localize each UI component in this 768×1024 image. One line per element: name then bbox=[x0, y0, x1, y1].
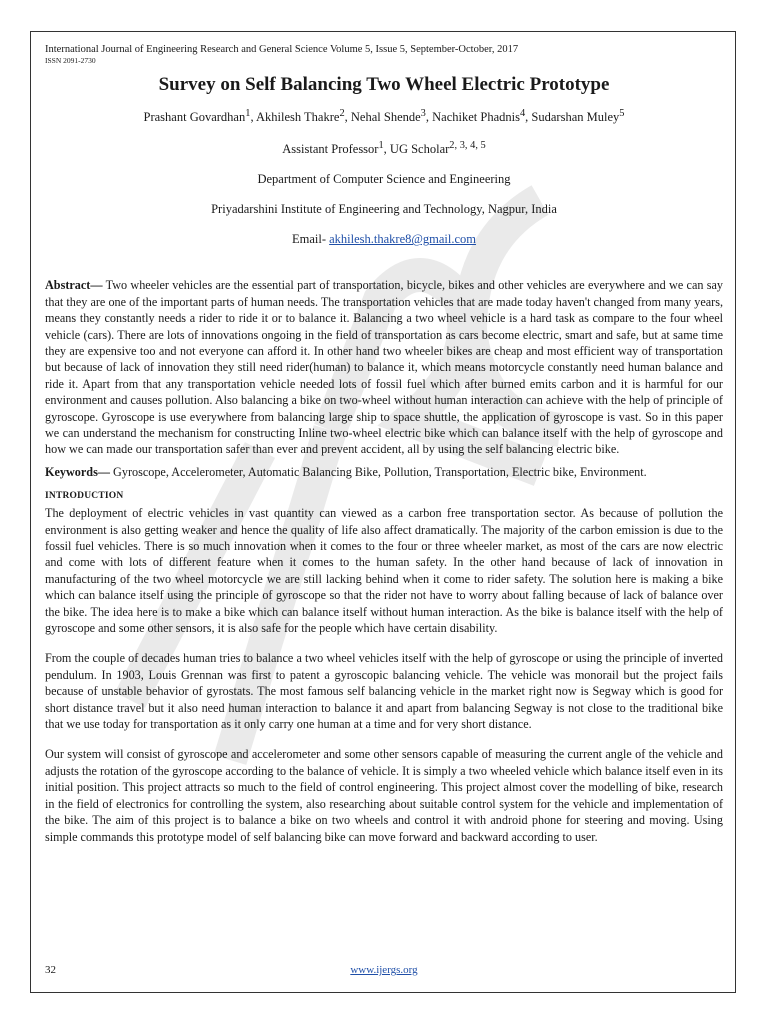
introduction-heading: INTRODUCTION bbox=[45, 491, 124, 502]
author-sup: 5 bbox=[619, 108, 625, 119]
abstract-text: Two wheeler vehicles are the essential part of transportation, bicycle, bikes and other vehicles are everywhere and we can say that they are one of the important parts of human needs. The transportation vehicles that are made today haven't changed from many years, means they constantly needs a rider to ride it or to balance it. Balancing a two wheel vehicle is a hard task as compare to the four wheel vehicle (cars). There are lots of innovations ongoing in the field of transportation as cars become electric, smart and safe, but at same time they are expensive too and not everyone can afford it. In other hand two wheeler bikes are cheap and most efficient way of transportation but because of lack of innovation they still need rider(human) to balance it, which means motorcycle constantly need human balance and ride it. Apart from that any transportation vehicle needed lots of fossil fuel which after burned emits carbon and it is harmful for our environment and causes pollution. Also balancing a bike on two-wheel without human interaction can achieve with the help of principle of gyroscope. Gyroscope is use everywhere from balancing large ship to space shuttle, the application of gyroscope is vast. So in this paper we can understand the mechanism for constructing Inline two-wheel electric bike which can balance itself with the help of gyroscope and how we can made our transportation safer than ever and prevent accident, all by using the self balancing electric bike. bbox=[45, 278, 723, 457]
email-line bbox=[45, 231, 723, 247]
journal-header: International Journal of Engineering Research and General Science Volume 5, Issue 5, September-October, 2017 bbox=[45, 44, 519, 55]
page-content bbox=[45, 44, 723, 845]
affiliation-roles: Assistant Professor$^1$, UG Scholar$^{2, 3, 4, 5}$ bbox=[282, 140, 486, 157]
abstract-label: Abstract— bbox=[45, 278, 103, 293]
journal-website-link[interactable]: www.ijergs.org bbox=[350, 964, 418, 976]
author-sup: 3 bbox=[420, 108, 426, 119]
role-assistant-professor: Assistant Professor bbox=[282, 142, 379, 157]
role-sup: 2, 3, 4, 5 bbox=[449, 140, 486, 152]
author-name: Prashant Govardhan bbox=[143, 110, 246, 125]
abstract bbox=[45, 277, 723, 457]
institute: Priyadarshini Institute of Engineering and Technology, Nagpur, India bbox=[211, 202, 557, 217]
issn: ISSN 2091-2730 bbox=[45, 56, 96, 65]
email-label: Email- bbox=[291, 232, 330, 247]
page-number: 32 bbox=[45, 964, 56, 976]
author-list: Prashant Govardhan$^1$, Akhilesh Thakre$^2$, Nehal Shende$^3$, Nachiket Phadnis$^4$, Sudarshan Muley$^5$ bbox=[143, 108, 625, 125]
role-sup: 1 bbox=[378, 140, 384, 152]
author-name: Sudarshan Muley bbox=[531, 110, 620, 125]
keywords-label: Keywords— bbox=[45, 464, 110, 479]
footer-url bbox=[0, 964, 768, 976]
author-name: Akhilesh Thakre bbox=[256, 110, 340, 125]
author-sup: 1 bbox=[245, 108, 251, 119]
intro-paragraph-2: From the couple of decades human tries to balance a two wheel vehicles itself with the help of gyroscope or using the principle of inverted pendulum. In 1903, Louis Grennan was first to patent a gyroscopic balancing vehicle. The vehicle was monorail but the project fails because of unstable behavior of gyrostats. The most famous self balancing vehicle in the market right now is Segway which is good for short distance travel but it also need human interaction to balance it and apart from balancing Segway is not close to the traditional bike that we use today for transportation as it only carry one human at a time and for very short distance. bbox=[45, 651, 723, 732]
intro-paragraph-3: Our system will consist of gyroscope and accelerometer and some other sensors capable of measuring the current angle of the vehicle and adjusts the rotation of the gyroscope according to the balance of vehicle. It is simply a two wheeled vehicle which balance itself even in its initial position. This project attracts so much to the field of control engineering. This project almost cover the modelling of bike, research in the field of electronics for controlling the system, also researching about suitable control system for the vehicle and implementation of the bike. The aim of this project is to balance a bike on two wheels and control it with android phone for steering and moving. Using simple commands this prototype model of self balancing bike can move forward and backward according to user. bbox=[45, 747, 723, 844]
department: Department of Computer Science and Engineering bbox=[257, 172, 511, 187]
keywords-text: Gyroscope, Accelerometer, Automatic Balancing Bike, Pollution, Transportation, Electric bike, Environment. bbox=[110, 464, 647, 479]
intro-paragraph-1: The deployment of electric vehicles in vast quantity can viewed as a carbon free transportation sector. As because of pollution the environment is also getting weaker and hence the quality of life also affect dramatically. The majority of the carbon emission is due to the fossil fuel vehicles. There is so much innovation when it comes to the four or three wheeler market, as most of the cars are now electric and come with lots of different feature when it comes to the human safety. In the other hand because of lack of innovation in manufacturing of the two wheel motorcycle we are still lacking behind when it come to rider safety. The solution here is making a bike which can balance itself using the principle of gyroscope so that the rider not have to worry about falling because of lack of balance over the bike. The idea here is to make a bike which can balance itself without human interaction. As the bike is balance itself with the help of gyroscope and some other sensors, it is also safe for the people which have certain disability. bbox=[45, 506, 723, 636]
email-link[interactable]: akhilesh.thakre8@gmail.com bbox=[329, 232, 477, 247]
author-sup: 2 bbox=[339, 108, 345, 119]
paper-title: Survey on Self Balancing Two Wheel Electric Prototype bbox=[158, 74, 610, 95]
author-name: Nachiket Phadnis bbox=[432, 110, 520, 125]
author-sup: 4 bbox=[519, 108, 526, 119]
keywords bbox=[45, 464, 723, 480]
role-ug-scholar: UG Scholar bbox=[389, 142, 450, 157]
author-name: Nehal Shende bbox=[350, 110, 421, 125]
